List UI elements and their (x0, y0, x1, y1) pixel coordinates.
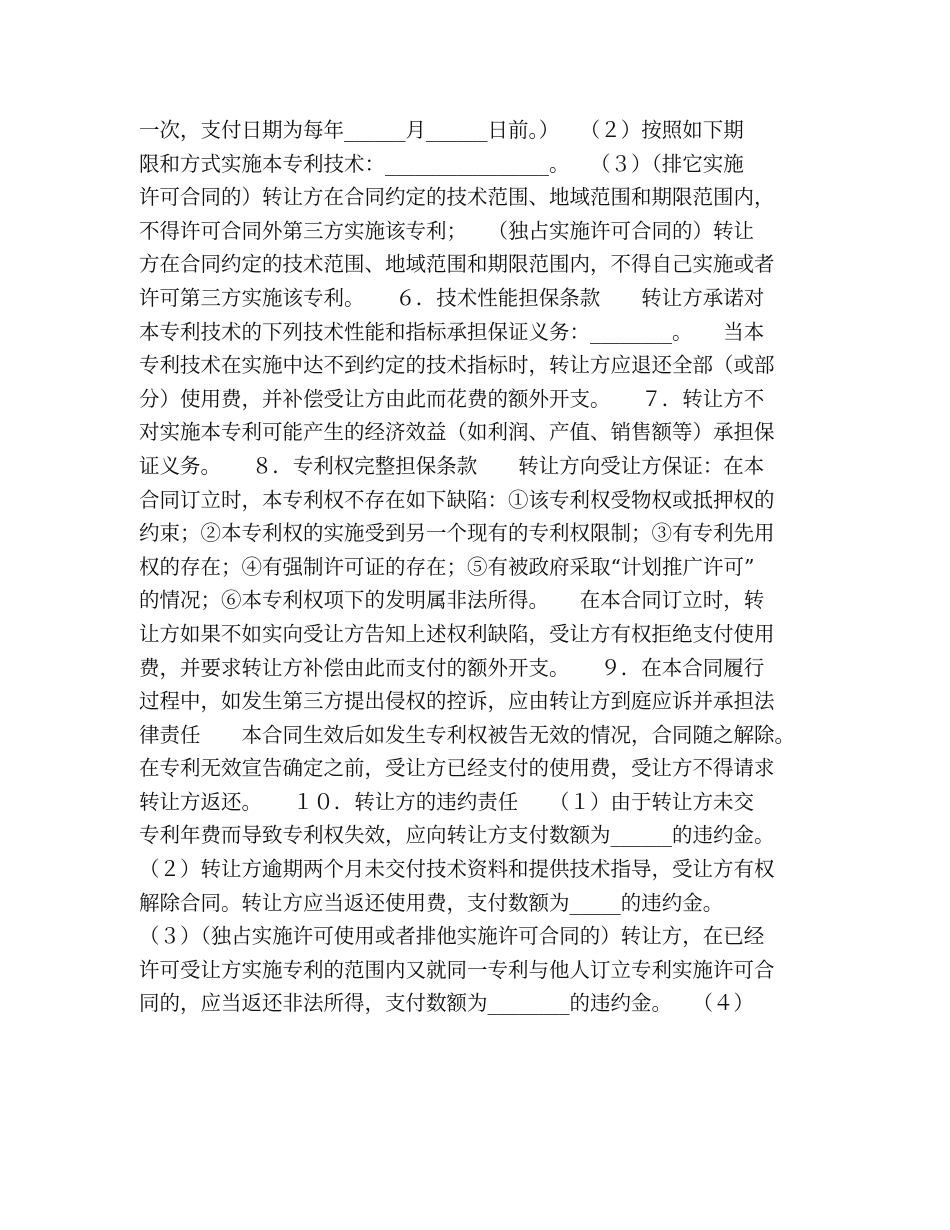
document-body-text (139, 114, 839, 1021)
text-line: 许可第三方实施该专利。 ６．技术性能担保条款 转让方承诺对 (139, 285, 765, 310)
text-line: 专利年费而导致专利权失效，应向转让方支付数额为______的违约金。 (139, 823, 775, 848)
text-line: （３）（独占实施许可使用或者排他实施许可合同的）转让方，在已经 (139, 924, 765, 949)
text-line: 分）使用费，并补偿受让方由此而花费的额外开支。 ７．转让方不 (139, 386, 765, 411)
text-line: 不得许可合同外第三方实施该专利； （独占实施许可合同的）转让 (139, 218, 754, 243)
text-line: 方在合同约定的技术范围、地域范围和期限范围内，不得自己实施或者 (139, 252, 775, 277)
text-line: 一次，支付日期为每年______月______日前。） （２）按照如下期 (139, 118, 744, 142)
text-line: 转让方返还。 １０．转让方的违约责任 （１）由于转让方未交 (139, 789, 754, 814)
text-line: 费，并要求转让方补偿由此而支付的额外开支。 ９．在本合同履行 (139, 655, 765, 680)
text-line: 本专利技术的下列技术性能和指标承担保证义务：________。 当本 (139, 319, 765, 344)
text-line: 在专利无效宣告确定之前，受让方已经支付的使用费，受让方不得请求 (139, 756, 775, 781)
text-line: 证义务。 ８．专利权完整担保条款 转让方向受让方保证：在本 (139, 453, 765, 478)
text-line: 许可受让方实施专利的范围内又就同一专利与他人订立专利实施许可合 (139, 957, 775, 982)
text-line: 让方如果不如实向受让方告知上述权利缺陷，受让方有权拒绝支付使用 (139, 621, 775, 646)
text-line: 同的，应当返还非法所得，支付数额为________的违约金。 （４） (139, 991, 754, 1016)
text-line: 专利技术在实施中达不到约定的技术指标时，转让方应退还全部（或部 (139, 353, 775, 378)
text-line: 约束；②本专利权的实施受到另一个现有的专利权限制；③有专利先用 (139, 521, 775, 546)
text-line: 律责任 本合同生效后如发生专利权被告无效的情况，合同随之解除。 (139, 722, 795, 747)
text-line: 过程中，如发生第三方提出侵权的控诉，应由转让方到庭应诉并承担法 (139, 689, 775, 714)
text-line: 限和方式实施本专利技术：________________。 （３）（排它实施 (139, 151, 744, 176)
text-line: 权的存在；④有强制许可证的存在；⑤有被政府采取“计划推广许可” (139, 554, 755, 579)
text-line: 的情况；⑥本专利权项下的发明属非法所得。 在本合同订立时，转 (139, 588, 765, 613)
text-line: 对实施本专利可能产生的经济效益（如利润、产值、销售额等）承担保 (139, 420, 775, 445)
text-line: 解除合同。转让方应当返还使用费，支付数额为_____的违约金。 (139, 890, 724, 915)
text-line: 许可合同的）转让方在合同约定的技术范围、地域范围和期限范围内， (139, 185, 775, 210)
text-line: （２）转让方逾期两个月未交付技术资料和提供技术指导，受让方有权 (139, 857, 775, 882)
text-line: 合同订立时，本专利权不存在如下缺陷：①该专利权受物权或抵押权的 (139, 487, 775, 512)
